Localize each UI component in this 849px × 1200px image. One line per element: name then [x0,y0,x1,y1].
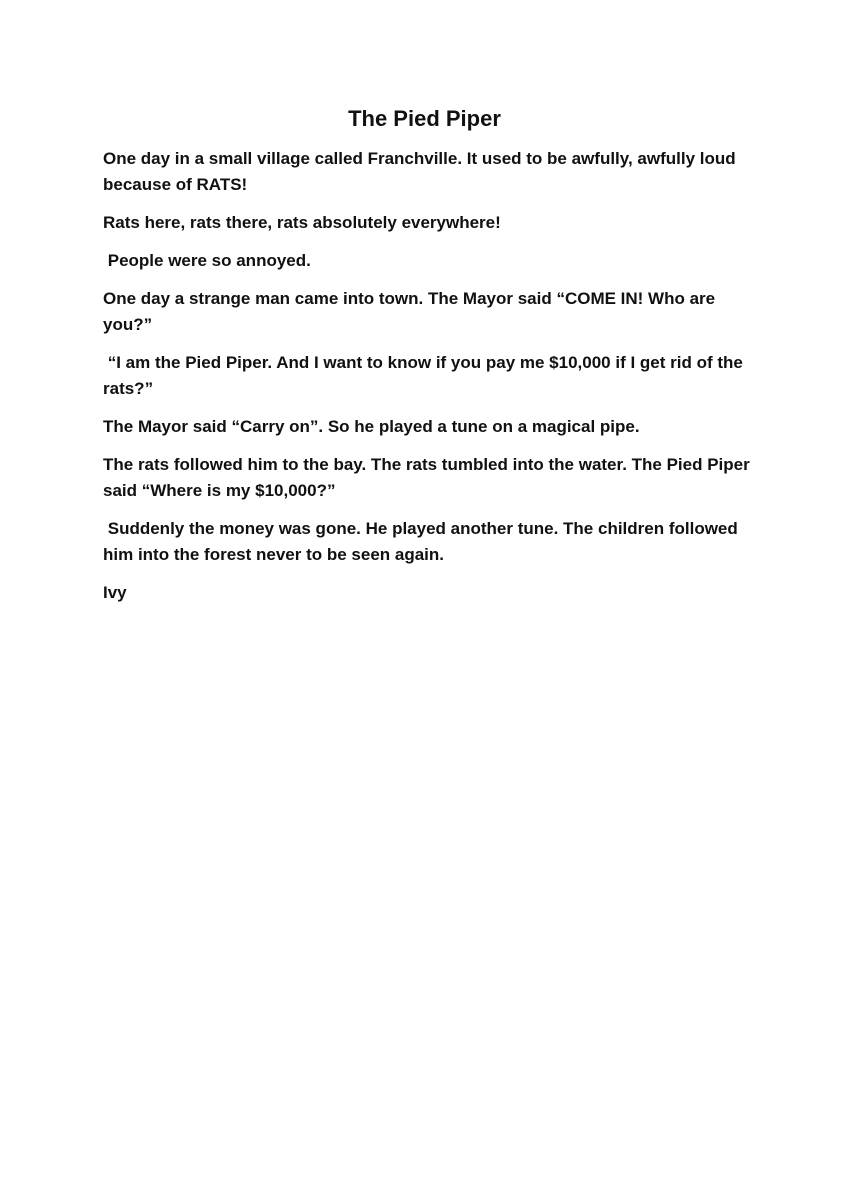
paragraph-7: The rats followed him to the bay. The rats tumbled into the water. The Pied Piper said “Where is my $10,000?” [103,455,755,500]
paragraph-6: The Mayor said “Carry on”. So he played a tune on a magical pipe. [103,417,640,436]
paragraph-2: Rats here, rats there, rats absolutely everywhere! [103,213,501,232]
paragraph-8: Suddenly the money was gone. He played another tune. The children followed him into the forest never to be seen again. [103,519,743,564]
paragraph-5: “I am the Pied Piper. And I want to know if you pay me $10,000 if I get rid of the rats?” [103,353,748,398]
author-signature: Ivy [103,583,127,602]
paragraph-1: One day in a small village called Franchville. It used to be awfully, awfully loud because of RATS! [103,149,741,194]
document-body [103,146,753,618]
document-title: The Pied Piper [348,106,501,131]
paragraph-3: People were so annoyed. [103,251,311,270]
paragraph-4: One day a strange man came into town. The Mayor said “COME IN! Who are you?” [103,289,720,334]
